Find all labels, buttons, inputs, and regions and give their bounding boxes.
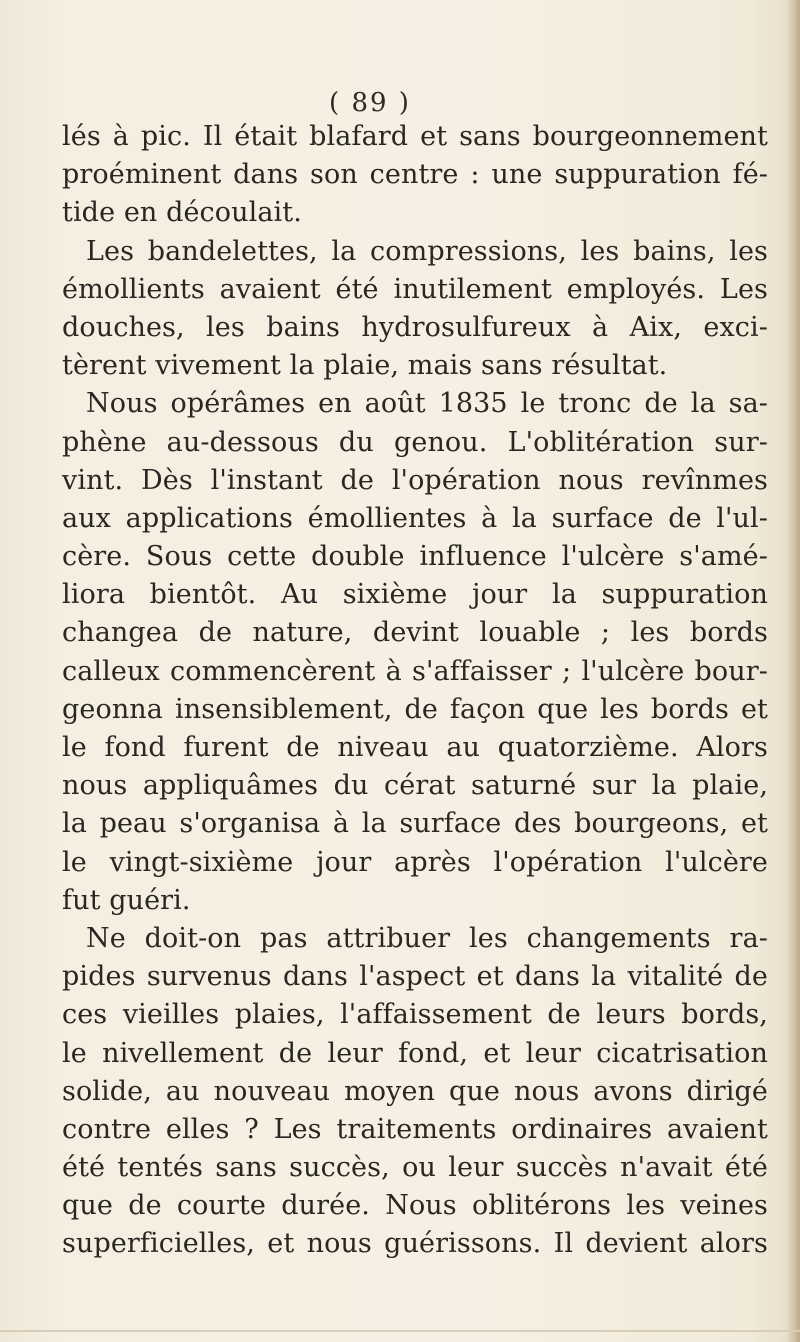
text-line: la peau s'organisa à la surface des bourgeons, et [62,808,768,840]
page-edge-shadow [786,0,800,1342]
page-bottom-edge [0,1330,800,1332]
text-line: changea de nature, devint louable ; les bords [62,617,768,649]
text-line: calleux commencèrent à s'affaisser ; l'ulcère bour- [62,655,768,687]
text-line: douches, les bains hydrosulfureux à Aix, exci- [62,311,768,343]
text-line: proéminent dans son centre : une suppuration fé- [62,159,768,191]
text-line: vint. Dès l'instant de l'opération nous revînmes [62,464,768,496]
text-line: tèrent vivement la plaie, mais sans résultat. [62,350,668,382]
text-line: que de courte durée. Nous oblitérons les veines [62,1190,768,1222]
text-line: tide en découlait. [62,197,302,229]
text-line: fut guéri. [62,884,191,916]
text-line: le fond furent de niveau au quatorzième. Alors [62,732,768,763]
text-line: le vingt-sixième jour après l'opération l'ulcère [62,846,768,878]
text-line: nous appliquâmes du cérat saturné sur la plaie, [62,770,768,802]
text-line: phène au-dessous du genou. L'oblitération sur- [62,426,768,458]
text-line: le nivellement de leur fond, et leur cicatrisation [62,1037,768,1069]
text-line: solide, au nouveau moyen que nous avons dirigé [62,1075,768,1107]
text-line: Les bandelettes, la compressions, les bains, les [86,235,768,267]
text-line: aux applications émollientes à la surface de l'ul- [62,502,768,534]
text-line: été tentés sans succès, ou leur succès n'avait été [62,1152,768,1184]
text-line: Ne doit-on pas attribuer les changements ra- [86,922,768,954]
text-line: lés à pic. Il était blafard et sans bourgeonnement [62,121,768,152]
text-line: superficielles, et nous guérissons. Il devient alors [62,1228,768,1260]
text-line: pides survenus dans l'aspect et dans la vitalité de [62,961,768,993]
text-line: contre elles ? Les traitements ordinaires avaient [62,1113,768,1145]
text-line: Nous opérâmes en août 1835 le tronc de la sa- [86,388,768,420]
text-line: ces vieilles plaies, l'affaissement de leurs bords, [62,999,768,1031]
text-line: émollients avaient été inutilement employés. Les [62,273,768,305]
text-line: liora bientôt. Au sixième jour la suppuration [62,579,768,611]
body-text [62,118,768,1264]
text-line: geonna insensiblement, de façon que les bords et [62,693,768,725]
text-line: cère. Sous cette double influence l'ulcère s'amé- [62,541,768,573]
page-number: ( 89 ) [329,88,411,118]
